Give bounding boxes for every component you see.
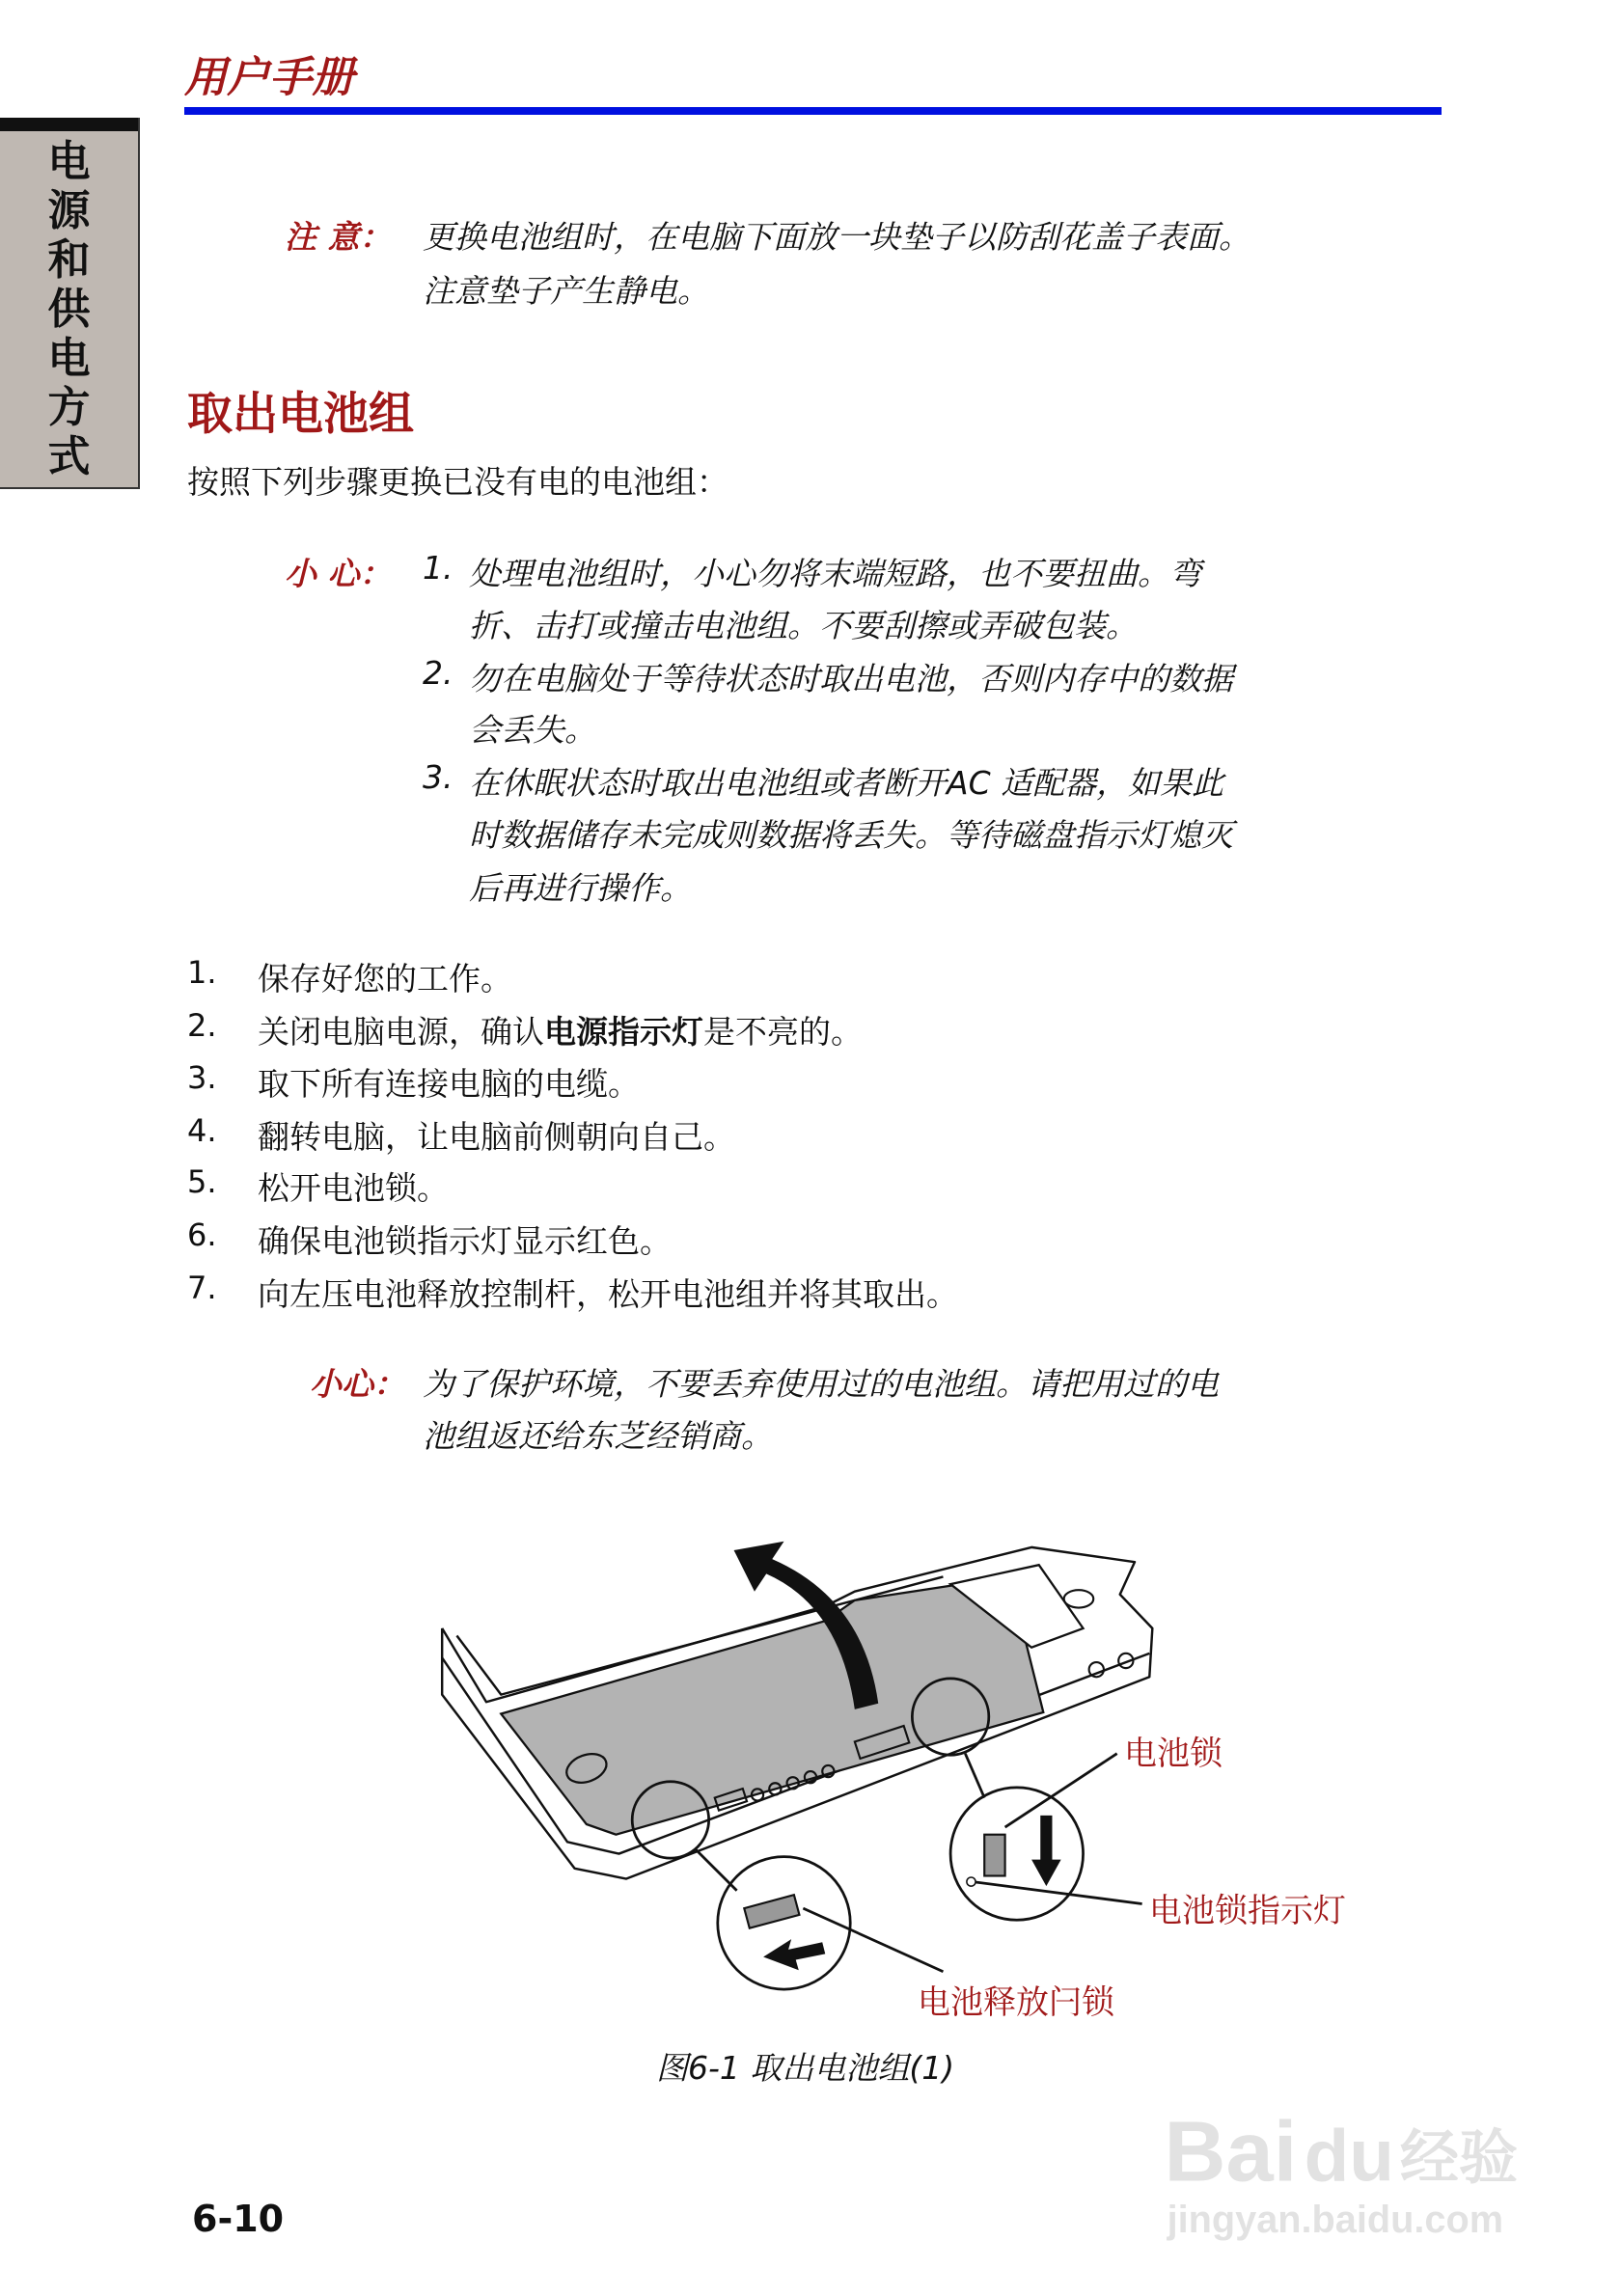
caution-item-line: 在休眠状态时取出电池组或者断开AC 适配器，如果此 — [469, 764, 1224, 802]
caution-item-num: 2. — [423, 654, 453, 692]
side-tab-char: 电 — [47, 334, 91, 383]
svg-text:du: du — [1304, 2115, 1394, 2198]
baidu-watermark — [1165, 2104, 1519, 2241]
page-number: 6-10 — [192, 2198, 285, 2240]
caution2-line: 为了保护环境，不要丢弃使用过的电池组。请把用过的电 — [423, 1365, 1219, 1403]
caution-label: 小 心： — [285, 555, 392, 592]
caution-item-line: 折、击打或撞击电池组。不要刮擦或弄破包装。 — [469, 607, 1138, 644]
step-text: 保存好您的工作。 — [258, 960, 512, 998]
step-num: 5. — [187, 1163, 217, 1200]
step-text-bold: 电源指示灯 — [544, 1013, 703, 1051]
note-label: 注 意： — [285, 218, 392, 256]
step-text: 确保电池锁指示灯显示红色。 — [258, 1222, 672, 1260]
svg-text:Bai: Bai — [1164, 2103, 1298, 2200]
caution-item-line: 后再进行操作。 — [469, 869, 692, 907]
side-tab-char: 方 — [47, 383, 91, 432]
step-num: 7. — [187, 1270, 217, 1306]
step-text: 松开电池锁。 — [258, 1169, 449, 1207]
side-tab-char: 供 — [47, 285, 91, 334]
step-num: 2. — [187, 1007, 217, 1044]
label-battery-lock-indicator: 电池锁指示灯 — [1149, 1892, 1346, 1930]
step-num: 1. — [187, 954, 217, 991]
side-tab-char: 电 — [47, 137, 91, 186]
label-battery-lock: 电池锁 — [1124, 1735, 1223, 1773]
note-line: 注意垫子产生静电。 — [423, 272, 709, 310]
svg-text:经验: 经验 — [1399, 2124, 1519, 2191]
step-text-pre: 关闭电脑电源，确认 — [258, 1013, 544, 1051]
svg-text:jingyan.baidu.com: jingyan.baidu.com — [1167, 2199, 1504, 2242]
caution-item-num: 1. — [423, 549, 453, 587]
down-arrow-icon — [1031, 1816, 1061, 1886]
caution-item-num: 3. — [423, 758, 453, 796]
step-num: 6. — [187, 1216, 217, 1253]
caution2-label: 小心： — [310, 1365, 405, 1403]
header-title: 用户手册 — [184, 53, 354, 102]
step-text-post: 是不亮的。 — [703, 1013, 863, 1051]
side-tab-char: 源 — [47, 186, 91, 235]
step-text: 翻转电脑，让电脑前侧朝向自己。 — [258, 1118, 735, 1156]
step-text: 向左压电池释放控制杆，松开电池组并将其取出。 — [258, 1275, 958, 1313]
section-title: 取出电池组 — [187, 388, 414, 441]
step-num: 4. — [187, 1112, 217, 1149]
caution-item-line: 处理电池组时，小心勿将末端短路，也不要扭曲。弯 — [469, 555, 1201, 592]
side-tab-char: 和 — [47, 235, 91, 285]
left-arrow-icon — [763, 1939, 825, 1970]
note-line: 更换电池组时，在电脑下面放一块垫子以防刮花盖子表面。 — [423, 218, 1250, 256]
section-intro: 按照下列步骤更换已没有电的电池组： — [187, 463, 728, 501]
caution2-line: 池组返还给东芝经销商。 — [423, 1417, 773, 1455]
step-num: 3. — [187, 1059, 217, 1096]
step-text: 取下所有连接电脑的电缆。 — [258, 1065, 640, 1103]
release-latch-zoom — [718, 1857, 850, 1989]
label-battery-release-latch: 电池释放闩锁 — [918, 1983, 1114, 2022]
caution-item-line: 勿在电脑处于等待状态时取出电池，否则内存中的数据 — [469, 660, 1233, 697]
lock-zoom — [950, 1788, 1083, 1920]
caution-item-line: 会丢失。 — [469, 711, 596, 749]
side-tab-char: 式 — [47, 432, 91, 481]
figure-caption: 图6-1 取出电池组(1) — [656, 2049, 955, 2087]
caution-item-line: 时数据储存未完成则数据将丢失。等待磁盘指示灯熄灭 — [469, 816, 1233, 854]
